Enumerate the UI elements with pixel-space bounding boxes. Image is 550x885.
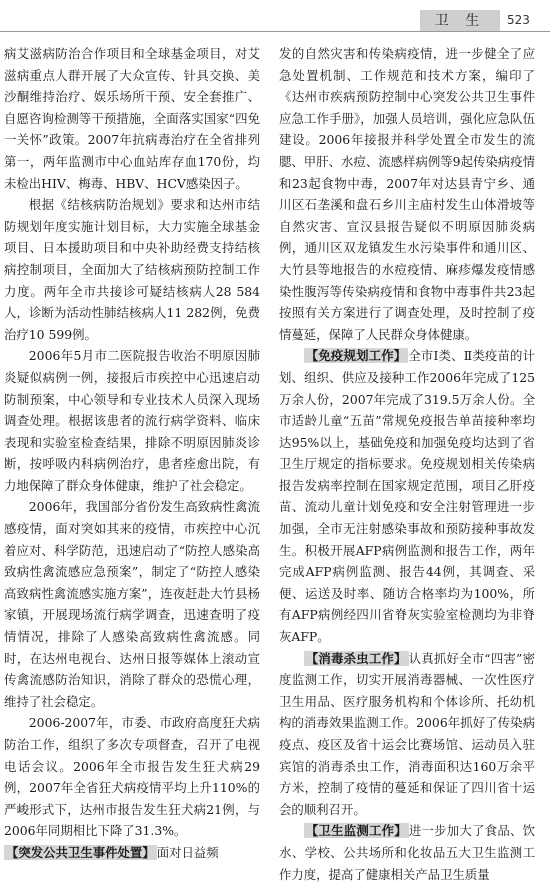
paragraph-text: 进一步加大了食品、饮水、学校、公共场所和化妆品五大卫生监测工作力度，提高了健康相关产品卫生质量 (279, 823, 536, 882)
section-tab: 卫 生 (420, 10, 500, 32)
section-heading: 【突发公共卫生事件处置】 (6, 844, 155, 860)
page-header (0, 0, 550, 40)
paragraph: 根据《结核病防治规划》要求和达州市结防规划年度实施计划目标，大力实施全球基金项目、日本援助项目和中央补助经费支持结核病控制项目，全面加大了结核病预防控制工作力度。两年全市共接诊可疑结核病人28 584人，诊断为活动性肺结核病人11 282例，免费治疗10 599例。 (4, 197, 260, 342)
section-heading: 【卫生监测工作】 (305, 823, 407, 839)
left-column (4, 43, 273, 864)
right-column (279, 43, 535, 885)
paragraph (279, 345, 535, 647)
section-heading: 【消毒杀虫工作】 (305, 650, 407, 666)
paragraph: 发的自然灾害和传染病疫情，进一步健全了应急处置机制、工作规范和技术方案，编印了《达州市疾病预防控制中心突发公共卫生事件应急工作手册》，加强人员培训，强化应急队伍建设。2006年接报并科学处置全市发生的流腮、甲肝、水痘、流感样病例等9起传染病疫情和23起食物中毒，2007年对达县青宁乡、通川区石垄溪和盘石乡川主庙村发生山体滑坡等自然灾害、宣汉县报告疑似不明原因肺炎病例，通川区双龙镇发生水污染事件和通川区、大竹县等地报告的水痘疫情、麻疹爆发疫情感染性腹泻等传染病疫情和食物中毒事件共23起按照有关方案进行了调查处理，及时控制了疫情蔓延，保障了人民群众身体健康。 (279, 46, 535, 342)
page-number: 523 (507, 13, 530, 27)
paragraph-text: 面对日益频 (156, 844, 219, 860)
paragraph-text: 全市Ⅰ类、Ⅱ类疫苗的计划、组织、供应及接种工作2006年完成了125万余人份，2007年完成了319.5万余人份。全市适龄儿童“五苗”常规免疫报告单苗接种率均达95%以上，基础免疫和加强免疫均达到了省卫生厅规定的指标要求。免疫规划相关传染病报告发病率控制在国家规定范围，项目乙肝疫苗、流动儿童计划免疫和安全注射管理进一步加强，全市无注射感染事故和预防接种事故发生。积极开展AFP病例监测和报告工作，两年完成AFP病例监测、报告44例，其调查、采便、运送及时率、随访合格率均为100%，所有AFP病例经四川省脊灰实验室检测均为非脊灰AFP。 (279, 348, 535, 645)
paragraph: 2006-2007年，市委、市政府高度狂犬病防治工作，组织了多次专项督查，召开了电视电话会议。2006年全市报告发生狂犬病29 例，2007年全省狂犬病疫情平均上升110%的严峻形式下，达州市报告发生狂犬病21例，与2006年同期相比下降了31.3%。 (4, 715, 273, 839)
paragraph-text: 认真抓好全市“四害”密度监测工作，切实开展消毒器械、一次性医疗卫生用品、医疗服务机构和个体诊所、托幼机构的消毒效果监测工作。2006年抓好了传染病疫点、疫区及省十运会比赛场馆、运动员入驻宾馆的消毒杀虫工作，消毒面积达160万余平方米，控制了疫情的蔓延和保证了四川省十运会的顺利召开。 (279, 650, 536, 817)
header-rule (0, 31, 550, 32)
paragraph: 病艾滋病防治合作项目和全球基金项目，对艾滋病重点人群开展了大众宣传、针具交换、美沙酮维持治疗、娱乐场所干预、安全套推广、自愿咨询检测等干预措施，全面落实国家“四免一关怀”政策。2007年抗病毒治疗在全省排列第一，两年监测市中心血站库存血170份，均未检出HIV、梅毒、HBV、HCV感染因子。 (4, 46, 260, 191)
paragraph: 2006年，我国部分省份发生高致病性禽流感疫情，面对突如其来的疫情，市疾控中心沉着应对、科学防范，迅速启动了“防控人感染高致病性禽流感应急预案”，制定了“防控人感染高致病性禽流感实施方案”，连夜赶赴大竹县杨家镇，开展现场流行病学调查，迅速查明了疫情情况，排除了人感染高致病性禽流感。同时，在达州电视台、达州日报等媒体上滚动宣传禽流感防治知识，消除了群众的恐慌心理，维持了社会稳定。 (4, 499, 260, 709)
paragraph (279, 820, 535, 885)
paragraph: 2006年5月市二医院报告收治不明原因肺炎疑似病例一例，接报后市疾控中心迅速启动防制预案，中心领导和专业技术人员深入现场调查处理。根据该患者的流行病学资料、临床表现和实验室检查结果，排除不明原因肺炎诊断，按呼吸内科病例治疗，患者痊愈出院，有力地保障了群众身体健康，维护了社会稳定。 (4, 348, 260, 493)
paragraph (4, 842, 260, 864)
section-heading: 【免疫规划工作】 (305, 348, 407, 364)
paragraph (279, 648, 535, 821)
